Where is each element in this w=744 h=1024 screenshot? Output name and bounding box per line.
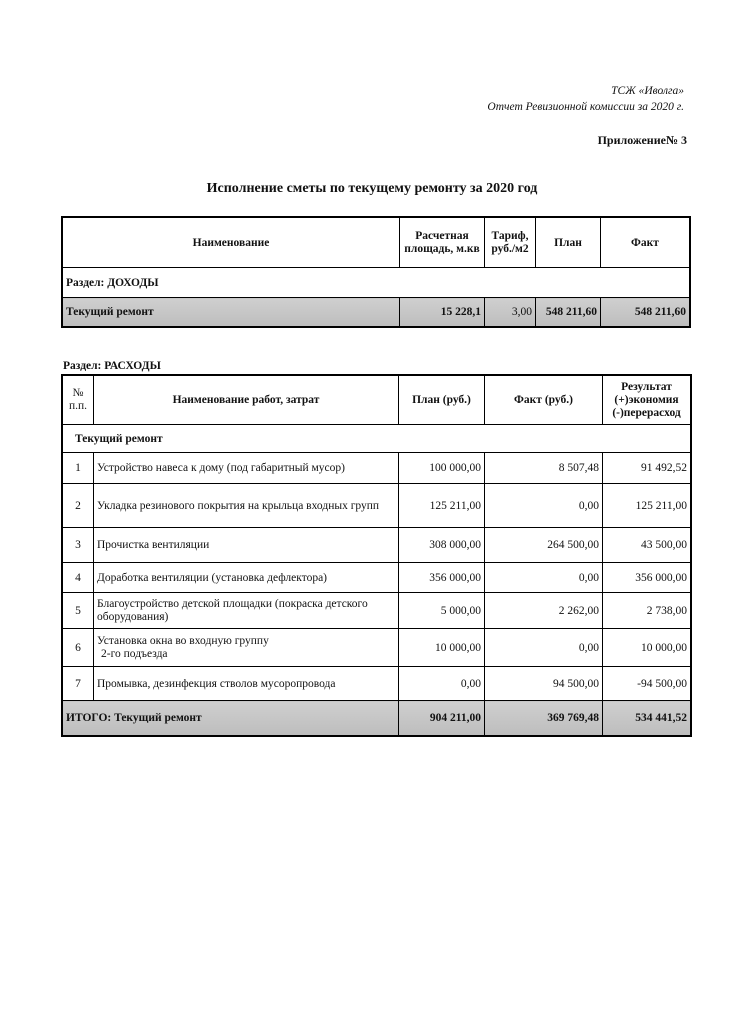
expense-header-row <box>62 375 691 425</box>
col-name: Наименование <box>62 217 400 268</box>
total-fact: 369 769,48 <box>485 701 603 736</box>
income-data-row <box>62 298 690 327</box>
row-number: 7 <box>62 667 94 701</box>
row-name-line2: 2-го подъезда <box>101 647 168 660</box>
income-row-tariff: 3,00 <box>485 298 536 327</box>
row-number: 2 <box>62 484 94 528</box>
row-plan: 5 000,00 <box>399 593 485 629</box>
row-result: -94 500,00 <box>603 667 692 701</box>
row-fact: 94 500,00 <box>485 667 603 701</box>
table-row <box>62 563 691 593</box>
row-plan: 10 000,00 <box>399 629 485 667</box>
row-result: 125 211,00 <box>603 484 692 528</box>
total-row <box>62 701 691 736</box>
col-tariff: Тариф, руб./м2 <box>485 217 536 268</box>
row-number: 4 <box>62 563 94 593</box>
income-row-fact: 548 211,60 <box>601 298 691 327</box>
col-plan-rub: План (руб.) <box>399 375 485 425</box>
row-name-cell <box>94 629 399 667</box>
table-row <box>62 667 691 701</box>
page-title: Исполнение сметы по текущему ремонту за 2020 год <box>206 181 538 196</box>
row-fact: 0,00 <box>485 629 603 667</box>
income-section-label: Раздел: ДОХОДЫ <box>62 268 690 298</box>
group-row <box>62 425 691 453</box>
total-result: 534 441,52 <box>603 701 692 736</box>
table-row <box>62 629 691 667</box>
report-name: Отчет Ревизионной комиссии за 2020 г. <box>487 101 684 113</box>
col-plan: План <box>536 217 601 268</box>
col-fact: Факт <box>601 217 691 268</box>
row-name: Прочистка вентиляции <box>94 528 399 563</box>
org-name: ТСЖ «Иволга» <box>611 85 684 97</box>
row-name: Установка окна во входную группу <box>97 634 269 647</box>
income-table <box>61 216 691 328</box>
col-fact-rub: Факт (руб.) <box>485 375 603 425</box>
row-result: 10 000,00 <box>603 629 692 667</box>
row-name: Доработка вентиляции (установка дефлектора) <box>94 563 399 593</box>
row-fact: 8 507,48 <box>485 453 603 484</box>
group-label: Текущий ремонт <box>62 425 691 453</box>
total-plan: 904 211,00 <box>399 701 485 736</box>
row-name: Промывка, дезинфекция стволов мусоропровода <box>94 667 399 701</box>
income-header-row <box>62 217 690 268</box>
total-label: ИТОГО: Текущий ремонт <box>62 701 399 736</box>
income-row-area: 15 228,1 <box>400 298 485 327</box>
col-work-name: Наименование работ, затрат <box>94 375 399 425</box>
row-number: 6 <box>62 629 94 667</box>
row-result: 356 000,00 <box>603 563 692 593</box>
col-result: Результат (+)экономия (-)перерасход <box>603 375 692 425</box>
row-number: 3 <box>62 528 94 563</box>
table-row <box>62 453 691 484</box>
expense-table <box>61 374 692 737</box>
row-result: 91 492,52 <box>603 453 692 484</box>
row-name: Благоустройство детской площадки (покраска детского оборудования) <box>94 593 399 629</box>
appendix-label: Приложение№ 3 <box>597 133 687 147</box>
row-plan: 0,00 <box>399 667 485 701</box>
income-row-name: Текущий ремонт <box>62 298 400 327</box>
row-fact: 2 262,00 <box>485 593 603 629</box>
row-fact: 264 500,00 <box>485 528 603 563</box>
table-row <box>62 528 691 563</box>
expense-section-label: Раздел: РАСХОДЫ <box>63 360 161 372</box>
row-plan: 100 000,00 <box>399 453 485 484</box>
row-plan: 356 000,00 <box>399 563 485 593</box>
table-row <box>62 484 691 528</box>
income-row-plan: 548 211,60 <box>536 298 601 327</box>
income-section-row <box>62 268 690 298</box>
row-fact: 0,00 <box>485 484 603 528</box>
row-fact: 0,00 <box>485 563 603 593</box>
row-name: Устройство навеса к дому (под габаритный мусор) <box>94 453 399 484</box>
row-result: 2 738,00 <box>603 593 692 629</box>
table-row <box>62 593 691 629</box>
col-area: Расчетная площадь, м.кв <box>400 217 485 268</box>
row-number: 1 <box>62 453 94 484</box>
row-plan: 308 000,00 <box>399 528 485 563</box>
row-plan: 125 211,00 <box>399 484 485 528</box>
row-name: Укладка резинового покрытия на крыльца входных групп <box>94 484 399 528</box>
row-result: 43 500,00 <box>603 528 692 563</box>
row-number: 5 <box>62 593 94 629</box>
col-number: № п.п. <box>62 375 94 425</box>
